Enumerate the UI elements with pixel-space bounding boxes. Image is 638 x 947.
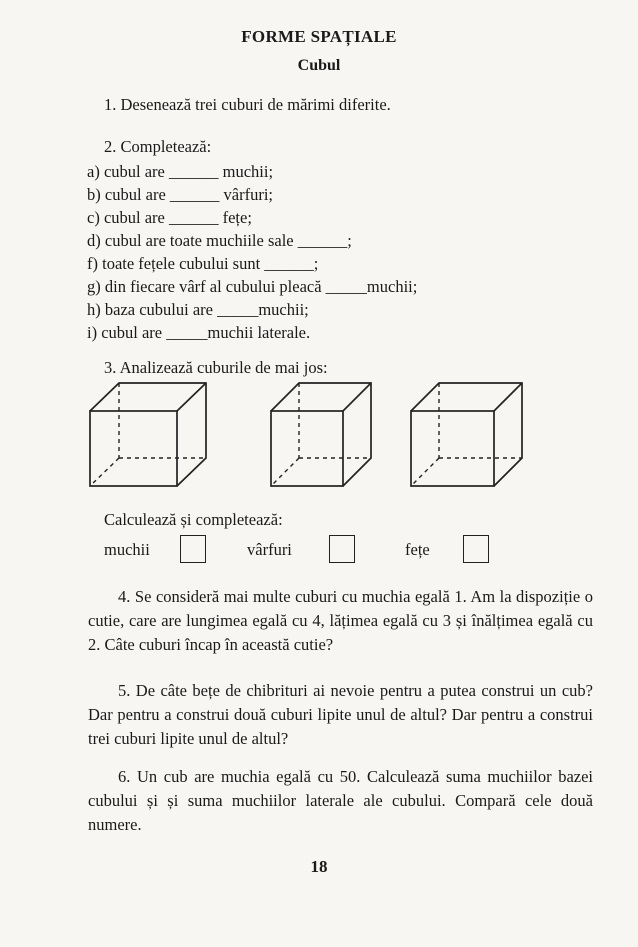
exercise-2-item-f: f) toate fețele cubului sunt ______;: [87, 254, 319, 273]
exercise-2-item-b: b) cubul are ______ vârfuri;: [87, 185, 274, 204]
section-subtitle: Cubul: [297, 57, 341, 74]
cube-drawing-3: [411, 383, 522, 486]
exercise-2-item-h: h) baza cubului are _____muchii;: [87, 300, 309, 319]
exercise-2-item-i: i) cubul are _____muchii laterale.: [87, 323, 311, 342]
exercise-2-item-a: a) cubul are ______ muchii;: [87, 162, 274, 181]
cube-drawing-1: [90, 383, 206, 486]
exercise-2-item-g: g) din fiecare vârf al cubului pleacă _____muchii;: [87, 277, 418, 296]
edges-answer-box[interactable]: [180, 535, 206, 563]
cube-drawing-2: [271, 383, 371, 486]
exercise-2-item-c: c) cubul are ______ fețe;: [87, 208, 252, 227]
vertices-answer-box[interactable]: [329, 535, 355, 563]
exercise-5: 5. De câte bețe de chibrituri ai nevoie pentru a putea construi un cub? Dar pentru a construi două cuburi lipite unul de altul? Dar pentru a construi trei cuburi lipite unul de altul?: [88, 681, 593, 748]
exercise-6: 6. Un cub are muchia egală cu 50. Calculează suma muchiilor bazei cubului și și suma muchiilor laterale ale cubului. Compară cele două numere.: [88, 767, 593, 834]
page-title: FORME SPAȚIALE: [241, 27, 397, 46]
vertices-label: vârfuri: [247, 540, 292, 559]
exercise-2-heading: 2. Completează:: [104, 137, 212, 156]
exercise-2-item-d: d) cubul are toate muchiile sale ______;: [87, 231, 352, 250]
exercise-3-heading: 3. Analizează cuburile de mai jos:: [104, 358, 328, 377]
exercise-4: 4. Se consideră mai multe cuburi cu muchia egală 1. Am la dispoziție o cutie, care are lungimea egală cu 4, lățimea egală cu 3 și înălțimea egală cu 2. Câte cuburi încap în această cutie?: [88, 587, 593, 654]
cube-drawings: [86, 378, 546, 498]
exercise-3-prompt: Calculează și completează:: [104, 510, 283, 529]
edges-label: muchii: [104, 540, 150, 559]
faces-label: fețe: [405, 540, 430, 559]
page-number: 18: [310, 857, 328, 876]
faces-answer-box[interactable]: [463, 535, 489, 563]
exercise-1: 1. Desenează trei cuburi de mărimi diferite.: [104, 95, 391, 114]
